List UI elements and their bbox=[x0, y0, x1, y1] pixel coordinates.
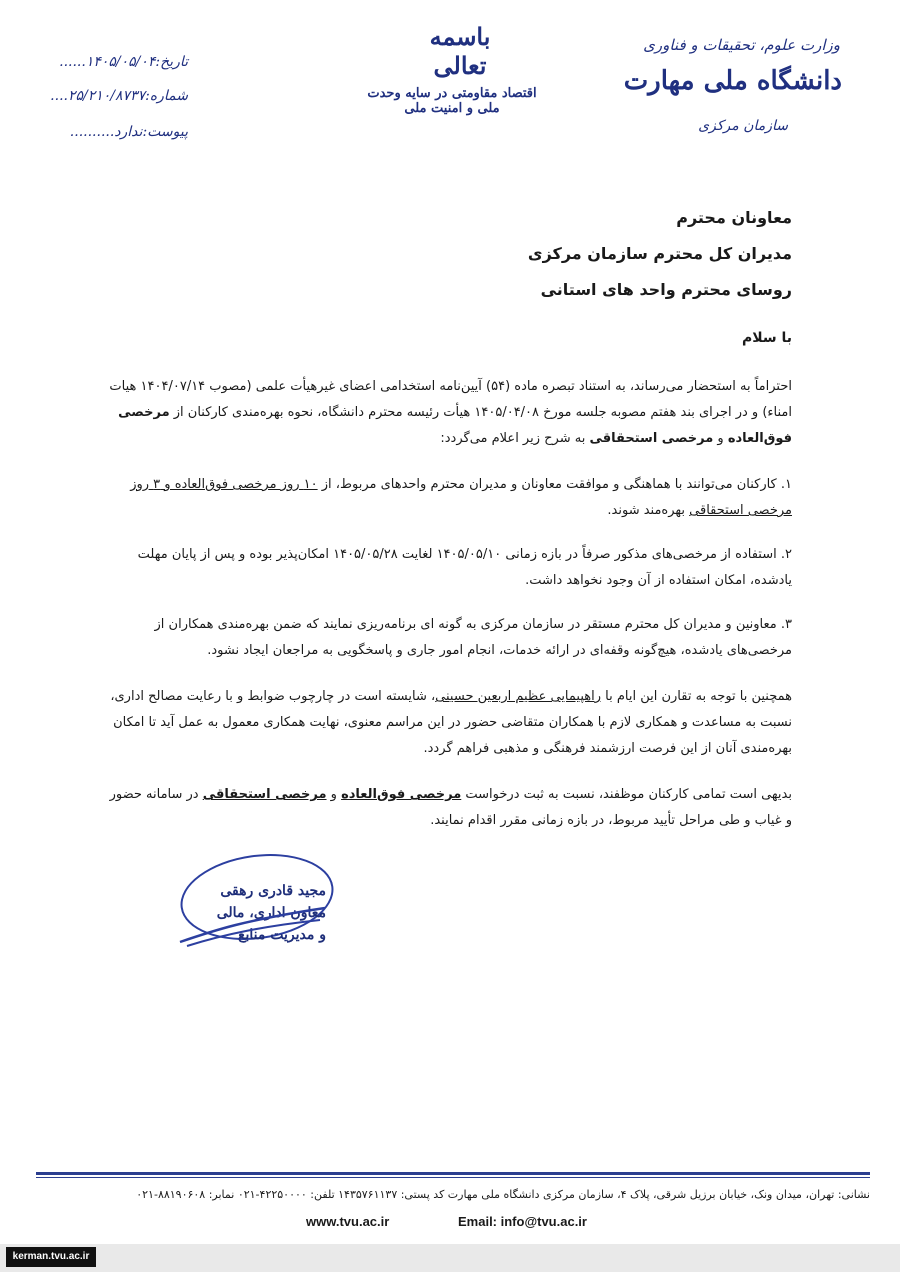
date-label: تاریخ: bbox=[155, 54, 188, 70]
intro-paragraph bbox=[102, 374, 792, 452]
motto-text: اقتصاد مقاومتی در سایه وحدت ملی و امنیت ملی bbox=[367, 86, 537, 116]
letter-attachment bbox=[48, 124, 188, 140]
clause-1 bbox=[102, 472, 792, 524]
signature-scribble bbox=[175, 900, 335, 950]
date-value: ۱۴۰۵/۰۵/۰۴...... bbox=[59, 54, 156, 70]
source-watermark: kerman.tvu.ac.ir bbox=[6, 1247, 96, 1267]
clause-text: بهره‌مند شوند. bbox=[607, 503, 690, 518]
clause-2: ۲. استفاده از مرخصی‌های مذکور صرفاً در بازه زمانی ۱۴۰۵/۰۵/۱۰ لغایت ۱۴۰۵/۰۵/۲۸ امکان‌پذیر بوده و پس از پایان مهلت یادشده، امکان استفاده از آن وجود نخواهد داشت. bbox=[137, 547, 792, 588]
intro-bold-term: مرخصی استحقاقی bbox=[589, 431, 714, 446]
paragraph-text: و bbox=[326, 787, 342, 802]
website-link[interactable]: www.tvu.ac.ir bbox=[306, 1214, 390, 1229]
closing-paragraph bbox=[102, 782, 792, 834]
arbaeen-paragraph bbox=[102, 684, 792, 762]
number-value: ۲۵/۲۱۰/۸۷۳۷.... bbox=[50, 88, 146, 104]
greeting: با سلام bbox=[741, 330, 792, 346]
bismillah-heading: باسمه تعالی bbox=[429, 22, 491, 80]
paragraph-text: بدیهی است تمامی کارکنان موظفند، نسبت به ثبت درخواست bbox=[461, 787, 792, 802]
clause-text: ۱. کارکنان می‌توانند با هماهنگی و موافقت معاونان و مدیران محترم واحدهای مربوط، از bbox=[317, 477, 792, 492]
attachment-label: پیوست: bbox=[142, 124, 188, 140]
clause-underlined-text: ۱۰ روز مرخصی فوق‌العاده و ۳ روز مرخصی استحقاقی bbox=[130, 477, 792, 518]
addressee-line: معاونان محترم bbox=[676, 208, 792, 227]
letter-date bbox=[48, 54, 188, 70]
footer-divider bbox=[36, 1172, 870, 1175]
signer-name: مجید قادری رهقی bbox=[220, 883, 326, 899]
intro-text: و bbox=[713, 431, 728, 446]
footer-divider bbox=[36, 1177, 870, 1178]
organization-name: سازمان مرکزی bbox=[698, 118, 788, 134]
addressee-line: روسای محترم واحد های استانی bbox=[540, 280, 792, 299]
university-name: دانشگاه ملی مهارت bbox=[623, 66, 842, 96]
paragraph-underlined-text: راهپیمایی عظیم اربعین حسینی bbox=[435, 689, 601, 704]
signer-title: معاون اداری، مالی bbox=[216, 905, 326, 921]
clause-3: ۳. معاونین و مدیران کل محترم مستقر در سازمان مرکزی به گونه ای برنامه‌ریزی نمایند که ضمن بهره‌مندی همکاران از مرخصی‌های یادشده، هیچ‌گونه وقفه‌ای در ارائه خدمات، انجام امور جاری و پاسخگویی به مراجعان ایجاد نشود. bbox=[154, 617, 792, 658]
intro-bold-term: مرخصی فوق‌العاده bbox=[118, 405, 792, 446]
paragraph-text: همچنین با توجه به تقارن این ایام با bbox=[601, 689, 792, 704]
signer-title: و مدیریت منابع bbox=[238, 927, 326, 943]
attachment-value: ندارد.......... bbox=[69, 124, 143, 140]
watermark-bar bbox=[0, 1244, 900, 1272]
intro-text: احتراماً به استحضار می‌رساند، به استناد تبصره ماده (۵۴) آیین‌نامه استخدامی اعضای غیرهیأت علمی (مصوب ۱۴۰۴/۰۷/۱۴ هیات امناء) و در اجرای بند هفتم مصوبه جلسه مورخ ۱۴۰۵/۰۴/۰۸ هیأت رئیسه محترم دانشگاه، نحوه بهره‌مندی کارکنان از bbox=[109, 379, 792, 420]
letter-number bbox=[48, 88, 188, 104]
paragraph-bold-term: مرخصی استحقاقی bbox=[202, 787, 327, 802]
number-label: شماره: bbox=[145, 88, 188, 104]
footer-address: نشانی: تهران، میدان ونک، خیابان برزیل شرقی، پلاک ۴، سازمان مرکزی دانشگاه ملی مهارت کد پستی: ۱۴۳۵۷۶۱۱۳۷ تلفن: ۴۲۲۵۰۰۰۰-۰۲۱ نمابر: ۸۸۱۹۰۶۰۸-۰۲۱ bbox=[136, 1188, 870, 1201]
paragraph-text: در سامانه حضور و غیاب و طی مراحل تأیید مربوط، در بازه زمانی مقرر اقدام نمایند. bbox=[109, 787, 792, 828]
intro-text: به شرح زیر اعلام می‌گردد: bbox=[440, 431, 590, 446]
addressee-line: مدیران کل محترم سازمان مرکزی bbox=[527, 244, 792, 263]
email-link[interactable]: Email: info@tvu.ac.ir bbox=[458, 1214, 587, 1229]
ministry-name: وزارت علوم، تحقیقات و فناوری bbox=[643, 36, 840, 54]
paragraph-bold-term: مرخصی فوق‌العاده bbox=[341, 787, 462, 802]
paragraph-text: ، شایسته است در چارچوب ضوابط و با رعایت مصالح اداری، نسبت به مساعدت و همکاری لازم با همکاران متقاضی حضور در این مراسم معنوی، نهایت همکاری معمول به عمل آید تا امکان بهره‌مندی آنان از این فرصت ارزشمند فرهنگی و مذهبی فراهم گردد. bbox=[110, 689, 792, 756]
